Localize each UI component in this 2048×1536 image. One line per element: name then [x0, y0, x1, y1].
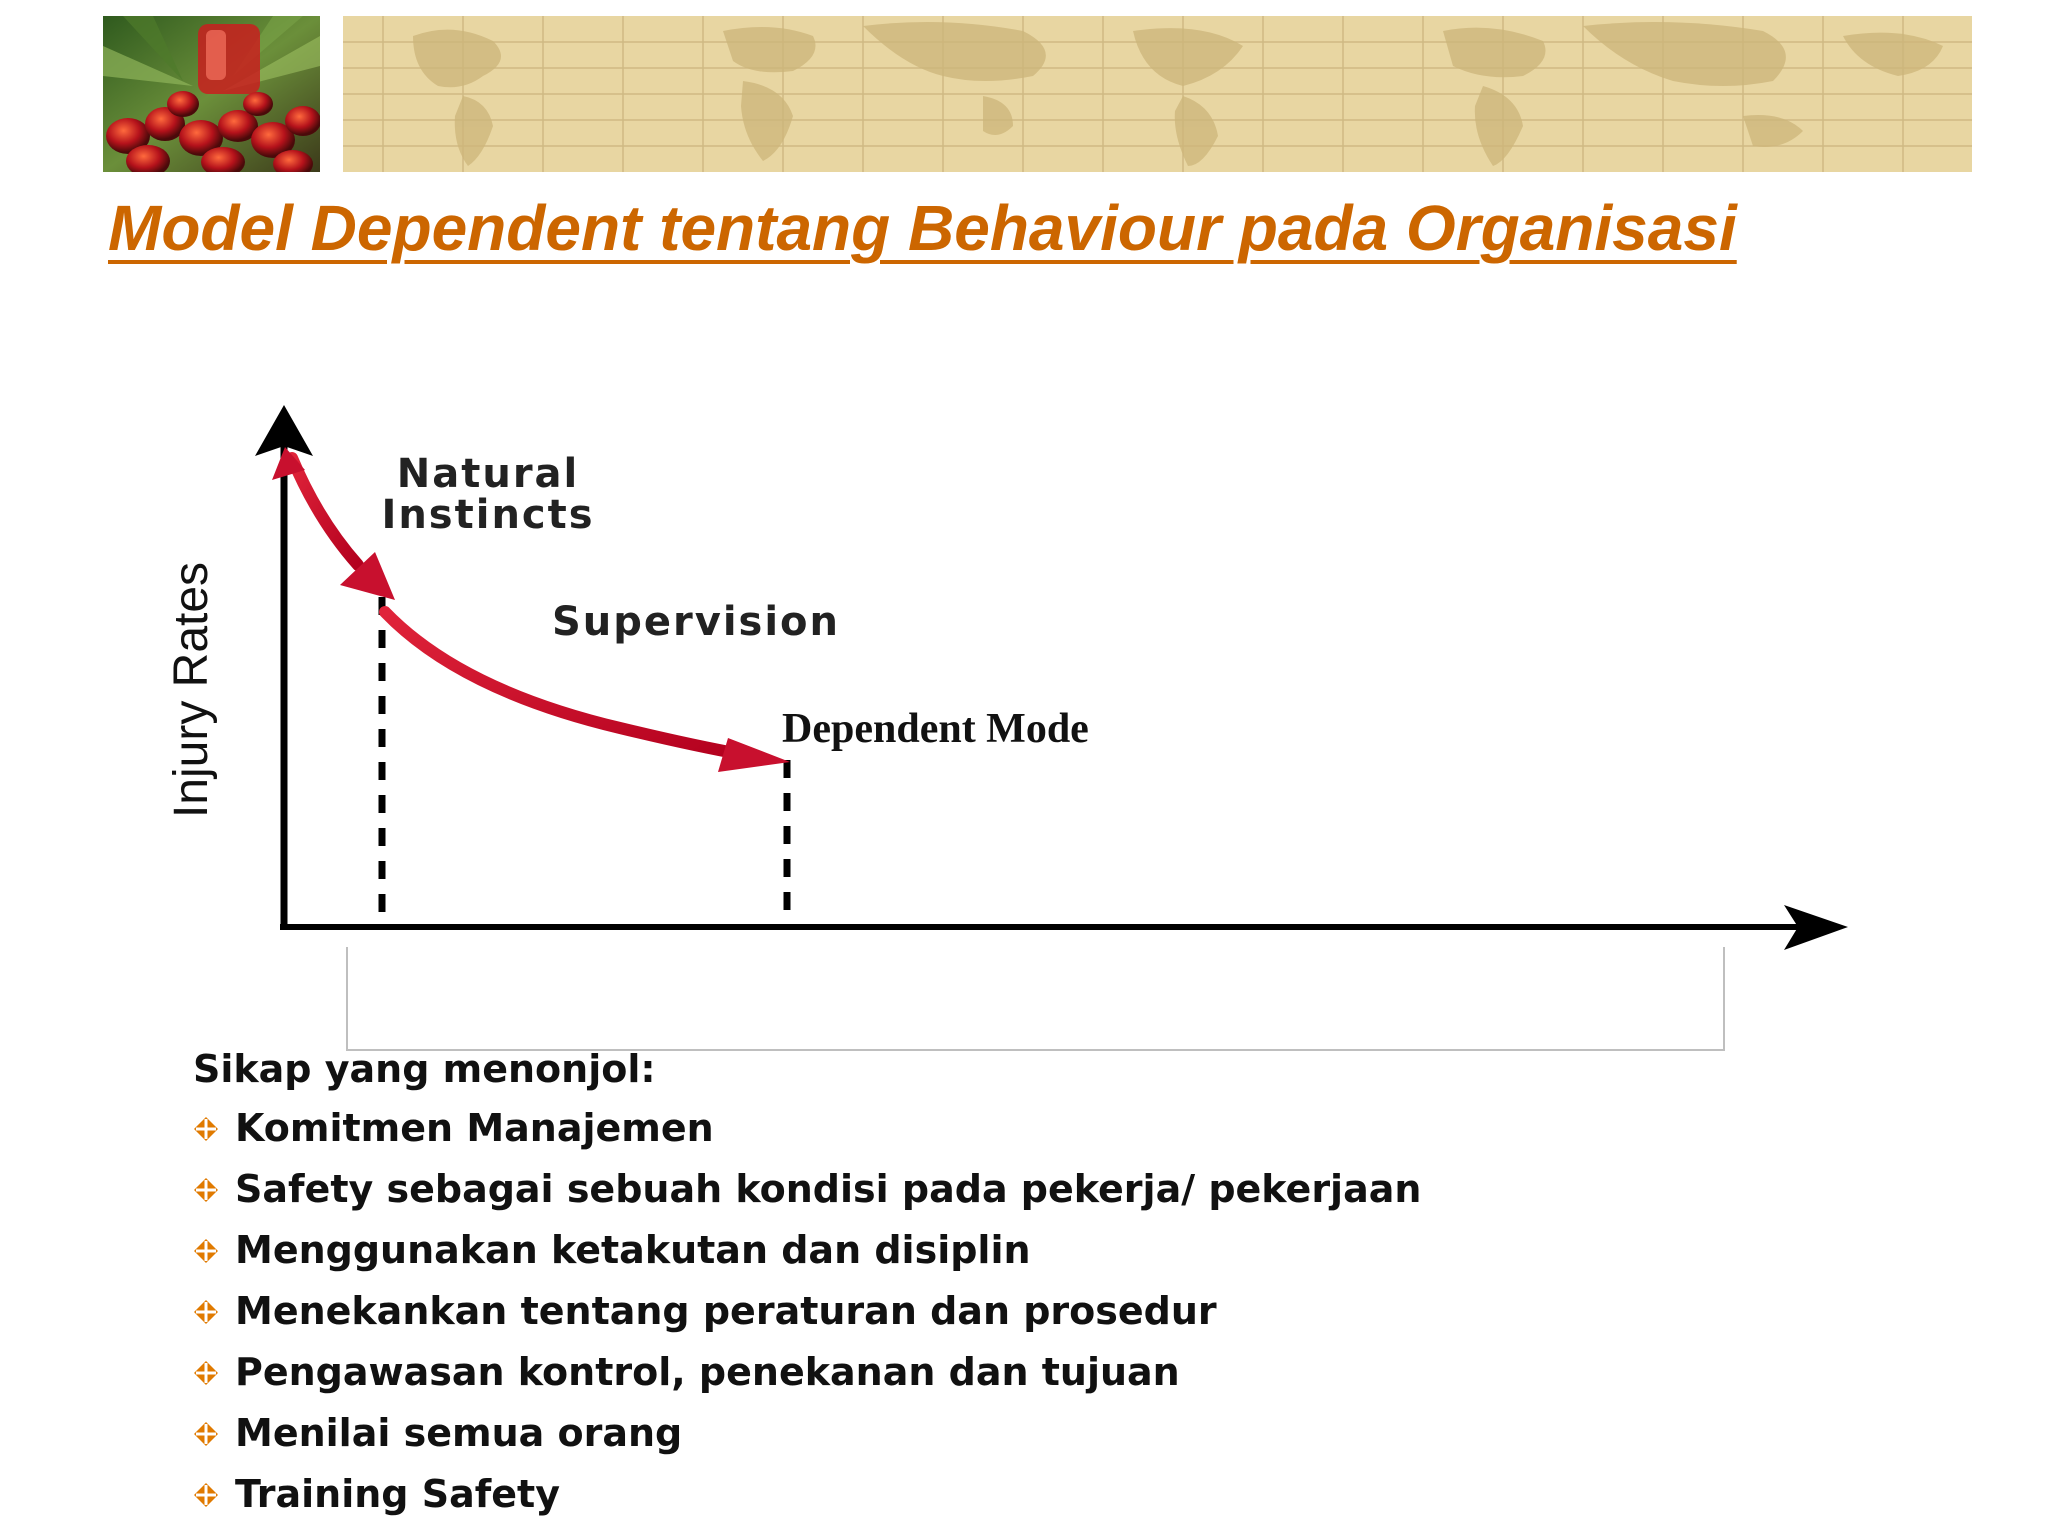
- list-item: [193, 1220, 1693, 1281]
- natural-instincts-label-line2: Instincts: [381, 492, 595, 538]
- orange-diamond-bullet-icon: [193, 1482, 219, 1508]
- list-item: [193, 1098, 1693, 1159]
- orange-diamond-bullet-icon: [193, 1421, 219, 1447]
- list-item-text: Komitmen Manajemen: [235, 1106, 714, 1150]
- list-item-text: Menekankan tentang peraturan dan prosedur: [235, 1289, 1217, 1333]
- orange-diamond-bullet-icon: [193, 1116, 219, 1142]
- list-item: [193, 1403, 1693, 1464]
- list-item: [193, 1464, 1693, 1525]
- list-item: [193, 1159, 1693, 1220]
- list-item-text: Training Safety: [235, 1472, 560, 1516]
- supervision-arrowhead: [718, 738, 790, 772]
- attitudes-list: [193, 1098, 1693, 1525]
- supervision-label: Supervision: [551, 599, 841, 645]
- orange-diamond-bullet-icon: [193, 1299, 219, 1325]
- list-item: [193, 1281, 1693, 1342]
- list-item-text: Pengawasan kontrol, penekanan dan tujuan: [235, 1350, 1180, 1394]
- natural-instincts-curve: [292, 458, 358, 565]
- list-item-text: Menilai semua orang: [235, 1411, 683, 1455]
- list-item: [193, 1342, 1693, 1403]
- orange-diamond-bullet-icon: [193, 1238, 219, 1264]
- orange-diamond-bullet-icon: [193, 1177, 219, 1203]
- slide-title: Model Dependent tentang Behaviour pada Organisasi: [108, 192, 1737, 264]
- dependent-mode-label: Dependent Mode: [782, 706, 1089, 752]
- caption-box: [346, 947, 1725, 1051]
- orange-diamond-bullet-icon: [193, 1360, 219, 1386]
- natural-instincts-label-line1: Natural: [396, 451, 580, 497]
- list-item-text: Safety sebagai sebuah kondisi pada pekerja/ pekerjaan: [235, 1167, 1422, 1211]
- list-item-text: Menggunakan ketakutan dan disiplin: [235, 1228, 1031, 1272]
- attitudes-list-block: [193, 1040, 1693, 1525]
- attitudes-heading: Sikap yang menonjol:: [193, 1047, 656, 1091]
- y-axis-label: Injury Rates: [165, 561, 218, 819]
